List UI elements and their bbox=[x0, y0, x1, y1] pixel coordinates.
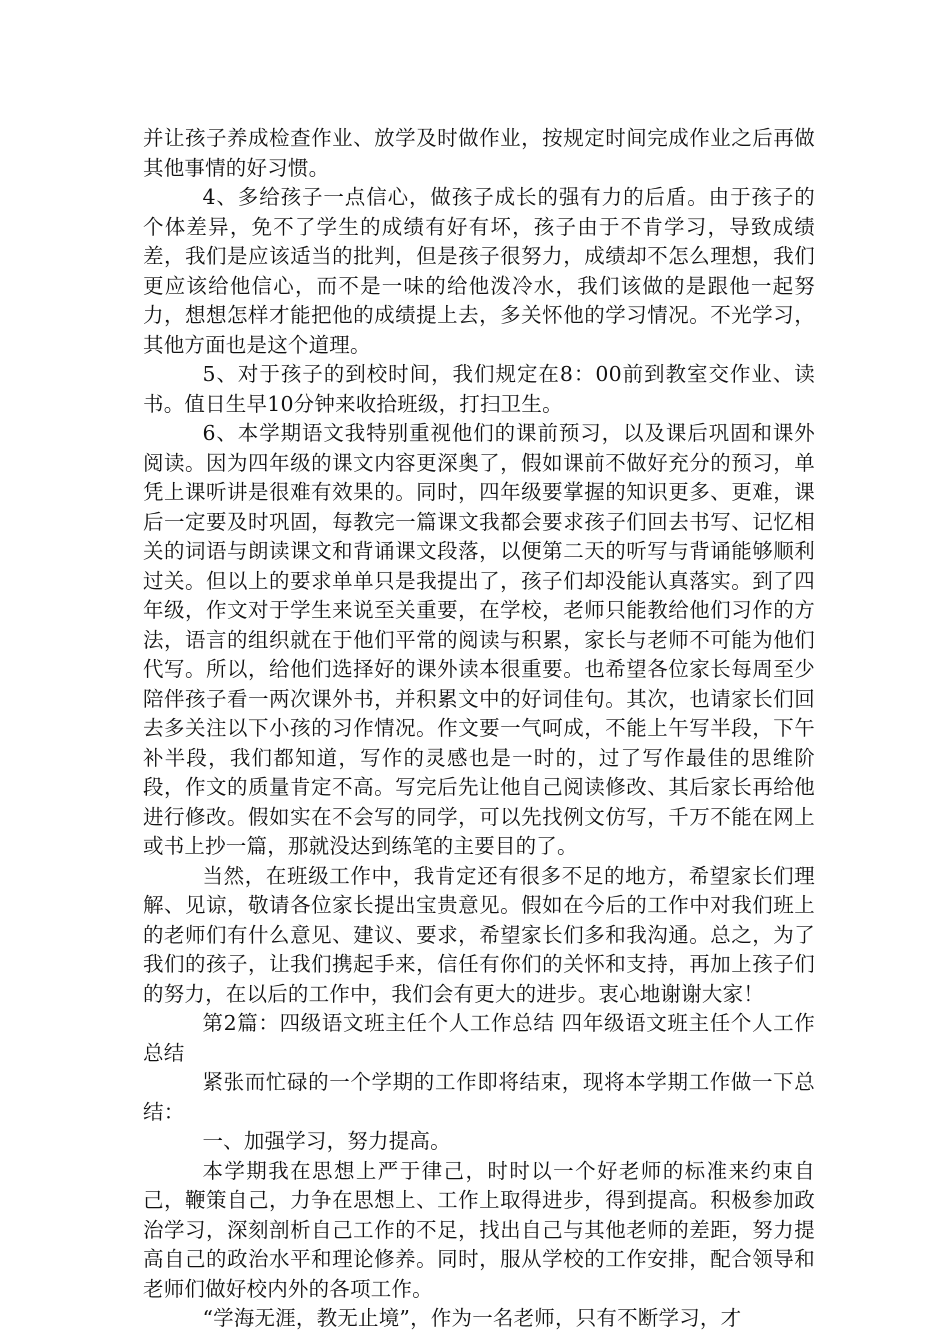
paragraph-point-6: 6、本学期语文我特别重视他们的课前预习，以及课后巩固和课外阅读。因为四年级的课文内容更深奥了，假如课前不做好充分的预习，单凭上课听讲是很难有效果的。同时，四年级要掌握的知识更多、更难，课后一定要及时巩固，每教完一篇课文我都会要求孩子们回去书写、记忆相关的词语与朗读课文和背诵课文段落，以便第二天的听写与背诵能够顺利过关。但以上的要求单单只是我提出了，孩子们却没能认真落实。到了四年级，作文对于学生来说至关重要，在学校，老师只能教给他们习作的方法，语言的组织就在于他们平常的阅读与积累，家长与老师不可能为他们代写。所以，给他们选择好的课外读本很重要。也希望各位家长每周至少陪伴孩子看一两次课外书，并积累文中的好词佳句。其次，也请家长们回去多关注以下小孩的习作情况。作文要一气呵成，不能上午写半段，下午补半段，我们都知道，写作的灵感也是一时的，过了写作最佳的思维阶段，作文的质量肯定不高。写完后先让他自己阅读修改、其后家长再给他进行修改。假如实在不会写的同学，可以先找例文仿写，千万不能在网上或书上抄一篇，那就没达到练笔的主要目的了。 bbox=[143, 421, 815, 858]
paragraph-endless-learning: “学海无涯，教无止境”，作为一名老师，只有不断学习，才 bbox=[202, 1306, 742, 1330]
paragraph-self-discipline: 本学期我在思想上严于律己，时时以一个好老师的标准来约束自己，鞭策自己，力争在思想上、工作上取得进步，得到提高。积极参加政治学习，深刻剖析自己工作的不足，找出自己与其他老师的差距，努力提高自己的政治水平和理论修养。同时，服从学校的工作安排，配合领导和老师们做好校内外的各项工作。 bbox=[143, 1158, 815, 1301]
paragraph-intro: 紧张而忙碌的一个学期的工作即将结束，现将本学期工作做一下总结： bbox=[143, 1070, 815, 1124]
subheading-strengthen-learning: 一、加强学习，努力提高。 bbox=[202, 1129, 451, 1153]
section-title-article-2: 第2篇：四级语文班主任个人工作总结 四年级语文班主任个人工作总结 bbox=[143, 1011, 815, 1065]
paragraph-point-4: 4、多给孩子一点信心，做孩子成长的强有力的后盾。由于孩子的个体差异，免不了学生的成绩有好有坏，孩子由于不肯学习，导致成绩差，我们是应该适当的批判，但是孩子很努力，成绩却不怎么理想，我们更应该给他信心，而不是一味的给他泼冷水，我们该做的是跟他一起努力，想想怎样才能把他的成绩提上去，多关怀他的学习情况。不光学习，其他方面也是这个道理。 bbox=[143, 185, 815, 357]
paragraph-closing: 当然，在班级工作中，我肯定还有很多不足的地方，希望家长们理解、见谅，敬请各位家长提出宝贵意见。假如在今后的工作中对我们班上的老师们有什么意见、建议、要求，希望家长们多和我沟通。总之，为了我们的孩子，让我们携起手来，信任有你们的关怀和支持，再加上孩子们的努力，在以后的工作中，我们会有更大的进步。衷心地谢谢大家！ bbox=[143, 863, 815, 1006]
document-body bbox=[143, 124, 815, 1334]
paragraph-homework-habit: 并让孩子养成检查作业、放学及时做作业，按规定时间完成作业之后再做其他事情的好习惯。 bbox=[143, 126, 815, 180]
paragraph-point-5: 5、对于孩子的到校时间，我们规定在8：00前到教室交作业、读书。值日生早10分钟来收拾班级，打扫卫生。 bbox=[143, 362, 815, 416]
